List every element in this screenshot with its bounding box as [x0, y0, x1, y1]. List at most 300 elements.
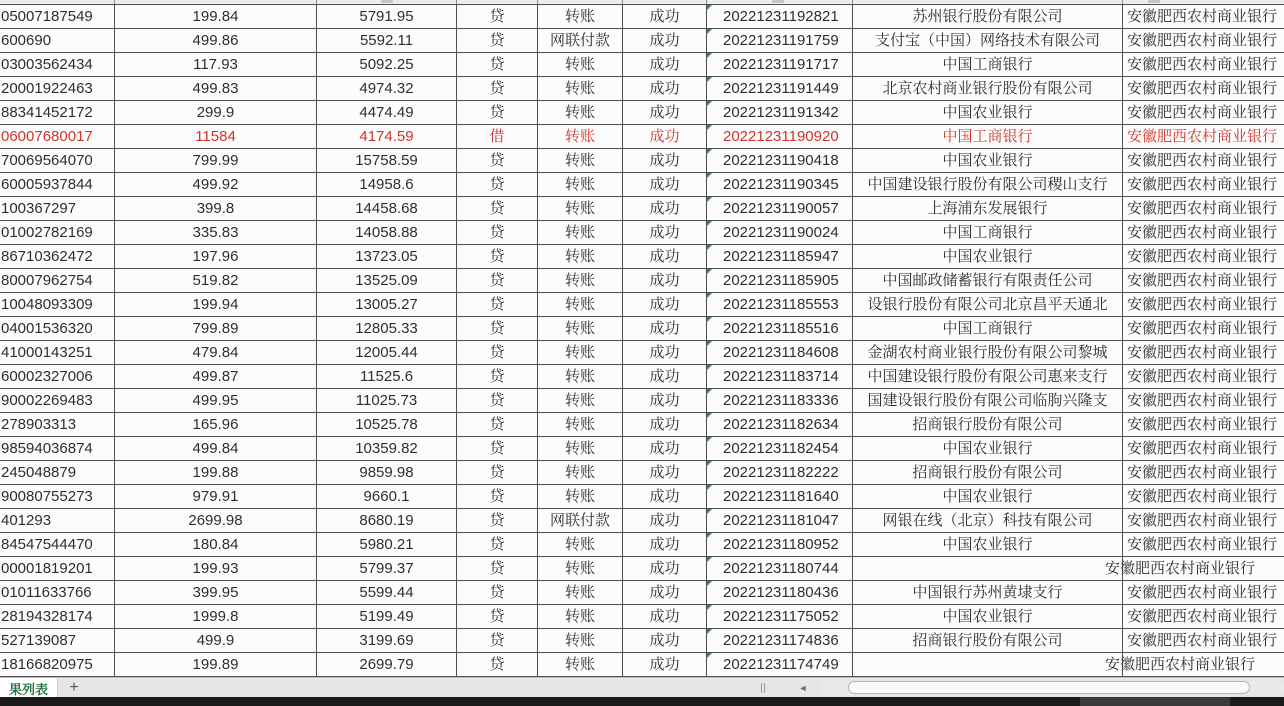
cell-timestamp[interactable]: 20221231174749 [707, 653, 853, 677]
cell-holder-bank[interactable]: 安徽肥西农村商业银行 [1123, 389, 1284, 413]
cell-counterparty-bank[interactable]: 中国邮政储蓄银行有限责任公司 [853, 269, 1123, 293]
cell-amount[interactable]: 979.91 [115, 485, 317, 509]
cell-debit-or-credit[interactable]: 贷 [457, 317, 538, 341]
cell-account-number[interactable]: 00001819201 [0, 557, 115, 581]
cell-balance[interactable]: 15758.59 [317, 149, 457, 173]
cell-account-number[interactable]: 06007680017 [0, 125, 115, 149]
cell-debit-or-credit[interactable]: 贷 [457, 365, 538, 389]
cell-transaction-type[interactable]: 转账 [538, 221, 623, 245]
cell-account-number[interactable]: 401293 [0, 509, 115, 533]
cell-balance[interactable]: 10359.82 [317, 437, 457, 461]
stored-as-text-indicator-icon [707, 437, 712, 442]
cell-status[interactable]: 成功 [623, 437, 707, 461]
cell-transaction-type[interactable]: 转账 [538, 437, 623, 461]
table-row [0, 461, 1284, 485]
cell-amount[interactable]: 335.83 [115, 221, 317, 245]
cell-timestamp[interactable]: 20221231190418 [707, 149, 853, 173]
cell-holder-bank[interactable]: 安徽肥西农村商业银行 [1123, 581, 1284, 605]
cell-amount[interactable]: 519.82 [115, 269, 317, 293]
cell-balance[interactable]: 4474.49 [317, 101, 457, 125]
cell-debit-or-credit[interactable]: 贷 [457, 653, 538, 677]
cell-balance[interactable]: 2699.79 [317, 653, 457, 677]
cell-timestamp[interactable]: 20221231183336 [707, 389, 853, 413]
cell-amount[interactable]: 180.84 [115, 533, 317, 557]
cell-counterparty-bank[interactable]: 中国建设银行股份有限公司惠来支行 [853, 365, 1123, 389]
cell-amount[interactable]: 799.99 [115, 149, 317, 173]
cell-timestamp[interactable]: 20221231181047 [707, 509, 853, 533]
horizontal-scrollbar-track[interactable] [820, 681, 1284, 695]
cell-debit-or-credit[interactable]: 贷 [457, 389, 538, 413]
cell-debit-or-credit[interactable]: 贷 [457, 413, 538, 437]
cell-status[interactable]: 成功 [623, 509, 707, 533]
stored-as-text-indicator-icon [707, 29, 712, 34]
cell-timestamp[interactable]: 20221231185905 [707, 269, 853, 293]
cell-status[interactable]: 成功 [623, 149, 707, 173]
cell-counterparty-bank[interactable]: 中国银行苏州黄埭支行 [853, 581, 1123, 605]
cell-debit-or-credit[interactable]: 贷 [457, 245, 538, 269]
cell-holder-bank[interactable]: 安徽肥西农村商业银行 [1123, 629, 1284, 653]
cell-timestamp[interactable]: 20221231185516 [707, 317, 853, 341]
cell-holder-bank[interactable]: 安徽肥西农村商业银行 [1123, 557, 1284, 581]
table-row [0, 173, 1284, 197]
table-row [0, 53, 1284, 77]
table-row [0, 653, 1284, 677]
cell-debit-or-credit[interactable]: 贷 [457, 293, 538, 317]
cell-timestamp[interactable]: 20221231191759 [707, 29, 853, 53]
cell-account-number[interactable]: 70069564070 [0, 149, 115, 173]
cell-status[interactable]: 成功 [623, 53, 707, 77]
cell-amount[interactable]: 199.84 [115, 5, 317, 29]
tab-scroll-splitter-handle[interactable] [761, 683, 769, 693]
cell-holder-bank[interactable]: 安徽肥西农村商业银行 [1123, 365, 1284, 389]
cell-balance[interactable]: 11525.6 [317, 365, 457, 389]
cell-transaction-type[interactable]: 转账 [538, 293, 623, 317]
cell-account-number[interactable]: 600690 [0, 29, 115, 53]
cell-balance[interactable]: 14958.6 [317, 173, 457, 197]
plus-icon: + [69, 679, 79, 696]
cell-debit-or-credit[interactable]: 贷 [457, 77, 538, 101]
stored-as-text-indicator-icon [707, 293, 712, 298]
cell-status[interactable]: 成功 [623, 173, 707, 197]
cell-balance[interactable]: 5791.95 [317, 5, 457, 29]
cell-balance[interactable]: 14058.88 [317, 221, 457, 245]
clipped-cell [457, 0, 538, 4]
cell-timestamp[interactable]: 20221231180744 [707, 557, 853, 581]
cell-counterparty-bank[interactable]: 招商银行股份有限公司 [853, 461, 1123, 485]
cell-counterparty-bank[interactable] [853, 557, 1123, 581]
cell-status[interactable]: 成功 [623, 365, 707, 389]
stored-as-text-indicator-icon [707, 653, 712, 658]
cell-transaction-type[interactable]: 转账 [538, 197, 623, 221]
cell-holder-bank[interactable]: 安徽肥西农村商业银行 [1123, 605, 1284, 629]
cell-balance[interactable]: 9660.1 [317, 485, 457, 509]
cell-account-number[interactable]: 60005937844 [0, 173, 115, 197]
cell-account-number[interactable]: 84547544470 [0, 533, 115, 557]
cell-counterparty-bank[interactable]: 支付宝（中国）网络技术有限公司 [853, 29, 1123, 53]
cell-account-number[interactable]: 100367297 [0, 197, 115, 221]
stored-as-text-indicator-icon [707, 461, 712, 466]
cell-counterparty-bank[interactable]: 中国工商银行 [853, 221, 1123, 245]
cell-transaction-type[interactable]: 转账 [538, 317, 623, 341]
cell-counterparty-bank[interactable]: 中国农业银行 [853, 533, 1123, 557]
cell-timestamp[interactable]: 20221231182634 [707, 413, 853, 437]
cell-holder-bank[interactable]: 安徽肥西农村商业银行 [1123, 173, 1284, 197]
cell-balance[interactable]: 5092.25 [317, 53, 457, 77]
cell-timestamp[interactable]: 20221231191449 [707, 77, 853, 101]
cell-holder-bank[interactable]: 安徽肥西农村商业银行 [1123, 29, 1284, 53]
cell-status[interactable]: 成功 [623, 389, 707, 413]
stored-as-text-indicator-icon [707, 629, 712, 634]
cell-timestamp[interactable]: 20221231185553 [707, 293, 853, 317]
cell-status[interactable]: 成功 [623, 605, 707, 629]
cell-status[interactable]: 成功 [623, 485, 707, 509]
cell-counterparty-bank[interactable] [853, 653, 1123, 677]
table-row [0, 245, 1284, 269]
add-sheet-button[interactable] [62, 678, 86, 698]
cell-amount[interactable]: 199.88 [115, 461, 317, 485]
cell-holder-bank[interactable]: 安徽肥西农村商业银行 [1123, 461, 1284, 485]
cell-status[interactable]: 成功 [623, 629, 707, 653]
cell-amount[interactable]: 499.84 [115, 437, 317, 461]
cell-counterparty-bank[interactable]: 国建设银行股份有限公司临朐兴隆支 [853, 389, 1123, 413]
cell-timestamp[interactable]: 20221231185947 [707, 245, 853, 269]
cell-amount[interactable]: 399.8 [115, 197, 317, 221]
cell-balance[interactable]: 11025.73 [317, 389, 457, 413]
cell-account-number[interactable]: 90080755273 [0, 485, 115, 509]
cell-status[interactable]: 成功 [623, 221, 707, 245]
cell-amount[interactable]: 11584 [115, 125, 317, 149]
cell-counterparty-bank[interactable]: 苏州银行股份有限公司 [853, 5, 1123, 29]
cell-debit-or-credit[interactable]: 贷 [457, 197, 538, 221]
cell-account-number[interactable]: 278903313 [0, 413, 115, 437]
stored-as-text-indicator-icon [707, 389, 712, 394]
cell-account-number[interactable]: 41000143251 [0, 341, 115, 365]
cell-amount[interactable]: 299.9 [115, 101, 317, 125]
cell-amount[interactable]: 165.96 [115, 413, 317, 437]
cell-debit-or-credit[interactable]: 贷 [457, 581, 538, 605]
table-row [0, 197, 1284, 221]
cell-amount[interactable]: 479.84 [115, 341, 317, 365]
cell-balance[interactable]: 8680.19 [317, 509, 457, 533]
cell-debit-or-credit[interactable]: 贷 [457, 629, 538, 653]
cell-counterparty-bank[interactable]: 中国农业银行 [853, 101, 1123, 125]
cell-transaction-type[interactable]: 转账 [538, 269, 623, 293]
table-row [0, 485, 1284, 509]
table-row [0, 269, 1284, 293]
cell-debit-or-credit[interactable]: 贷 [457, 221, 538, 245]
cell-debit-or-credit[interactable]: 贷 [457, 29, 538, 53]
cell-status[interactable]: 成功 [623, 413, 707, 437]
cell-balance[interactable]: 5799.37 [317, 557, 457, 581]
cell-balance[interactable]: 12805.33 [317, 317, 457, 341]
clipped-cell [115, 0, 317, 4]
cell-counterparty-bank[interactable]: 中国工商银行 [853, 53, 1123, 77]
cell-transaction-type[interactable]: 转账 [538, 245, 623, 269]
cell-timestamp[interactable]: 20221231175052 [707, 605, 853, 629]
cell-timestamp[interactable]: 20221231181640 [707, 485, 853, 509]
cell-debit-or-credit[interactable]: 贷 [457, 461, 538, 485]
cell-status[interactable]: 成功 [623, 581, 707, 605]
cell-status[interactable]: 成功 [623, 557, 707, 581]
table-row [0, 221, 1284, 245]
desktop-background-detail [1080, 697, 1230, 706]
cell-account-number[interactable]: 01002782169 [0, 221, 115, 245]
cell-debit-or-credit[interactable]: 贷 [457, 605, 538, 629]
cell-holder-bank[interactable]: 安徽肥西农村商业银行 [1123, 437, 1284, 461]
cell-timestamp[interactable]: 20221231190345 [707, 173, 853, 197]
cell-holder-bank[interactable]: 安徽肥西农村商业银行 [1123, 53, 1284, 77]
clipped-cell [538, 0, 623, 4]
cell-holder-bank[interactable]: 安徽肥西农村商业银行 [1123, 533, 1284, 557]
cell-counterparty-bank[interactable]: 上海浦东发展银行 [853, 197, 1123, 221]
table-row [0, 149, 1284, 173]
cell-timestamp[interactable]: 20221231184608 [707, 341, 853, 365]
cell-counterparty-bank[interactable]: 中国农业银行 [853, 245, 1123, 269]
cell-counterparty-bank[interactable]: 中国农业银行 [853, 149, 1123, 173]
cell-holder-bank[interactable]: 安徽肥西农村商业银行 [1123, 221, 1284, 245]
cell-balance[interactable]: 14458.68 [317, 197, 457, 221]
cell-transaction-type[interactable]: 转账 [538, 5, 623, 29]
cell-holder-bank[interactable]: 安徽肥西农村商业银行 [1123, 101, 1284, 125]
cell-account-number[interactable]: 05007187549 [0, 5, 115, 29]
cell-transaction-type[interactable]: 转账 [538, 101, 623, 125]
table-row [0, 125, 1284, 149]
cell-debit-or-credit[interactable]: 贷 [457, 53, 538, 77]
stored-as-text-indicator-icon [707, 197, 712, 202]
cell-status[interactable]: 成功 [623, 317, 707, 341]
cell-debit-or-credit[interactable]: 贷 [457, 5, 538, 29]
cell-account-number[interactable]: 01011633766 [0, 581, 115, 605]
cell-counterparty-bank[interactable]: 北京农村商业银行股份有限公司 [853, 77, 1123, 101]
cell-account-number[interactable]: 03003562434 [0, 53, 115, 77]
cell-status[interactable]: 成功 [623, 533, 707, 557]
cell-transaction-type[interactable]: 网联付款 [538, 29, 623, 53]
cell-counterparty-bank[interactable]: 中国工商银行 [853, 317, 1123, 341]
cell-holder-bank[interactable]: 安徽肥西农村商业银行 [1123, 317, 1284, 341]
stored-as-text-indicator-icon [707, 485, 712, 490]
cell-transaction-type[interactable]: 转账 [538, 485, 623, 509]
cell-debit-or-credit[interactable]: 贷 [457, 101, 538, 125]
cell-amount[interactable]: 499.92 [115, 173, 317, 197]
cell-status[interactable]: 成功 [623, 341, 707, 365]
cell-status[interactable]: 成功 [623, 77, 707, 101]
cell-amount[interactable]: 199.93 [115, 557, 317, 581]
cell-status[interactable]: 成功 [623, 101, 707, 125]
header-remnant-mark [1148, 0, 1160, 3]
sheet-tab-label: 果列表 [8, 681, 48, 697]
cell-holder-bank[interactable]: 安徽肥西农村商业银行 [1123, 149, 1284, 173]
cell-account-number[interactable]: 98594036874 [0, 437, 115, 461]
cell-status[interactable]: 成功 [623, 29, 707, 53]
cell-balance[interactable]: 13723.05 [317, 245, 457, 269]
cell-holder-bank[interactable]: 安徽肥西农村商业银行 [1123, 5, 1284, 29]
horizontal-scrollbar-thumb[interactable] [848, 681, 1250, 694]
cell-timestamp[interactable]: 20221231180436 [707, 581, 853, 605]
cell-amount[interactable]: 199.94 [115, 293, 317, 317]
cell-timestamp[interactable]: 20221231192821 [707, 5, 853, 29]
cell-holder-bank[interactable]: 安徽肥西农村商业银行 [1123, 413, 1284, 437]
cell-balance[interactable]: 13525.09 [317, 269, 457, 293]
cell-timestamp[interactable]: 20221231190057 [707, 197, 853, 221]
cell-timestamp[interactable]: 20221231190920 [707, 125, 853, 149]
cell-transaction-type[interactable]: 转账 [538, 533, 623, 557]
cell-timestamp[interactable]: 20221231183714 [707, 365, 853, 389]
clipped-cell [853, 0, 1123, 4]
cell-account-number[interactable]: 18166820975 [0, 653, 115, 677]
cell-account-number[interactable]: 86710362472 [0, 245, 115, 269]
cell-status[interactable]: 成功 [623, 461, 707, 485]
stored-as-text-indicator-icon [707, 341, 712, 346]
cell-balance[interactable]: 3199.69 [317, 629, 457, 653]
cell-amount[interactable]: 117.93 [115, 53, 317, 77]
cell-amount[interactable]: 199.89 [115, 653, 317, 677]
cell-balance[interactable]: 5199.49 [317, 605, 457, 629]
cell-amount[interactable]: 499.95 [115, 389, 317, 413]
table-row [0, 533, 1284, 557]
cell-counterparty-bank[interactable]: 中国建设银行股份有限公司稷山支行 [853, 173, 1123, 197]
scroll-left-arrow-icon[interactable]: ◄ [798, 683, 808, 693]
cell-amount[interactable]: 499.87 [115, 365, 317, 389]
cell-status[interactable]: 成功 [623, 269, 707, 293]
cell-debit-or-credit[interactable]: 贷 [457, 341, 538, 365]
cell-amount[interactable]: 499.9 [115, 629, 317, 653]
stored-as-text-indicator-icon [707, 581, 712, 586]
cell-transaction-type[interactable]: 转账 [538, 173, 623, 197]
cell-amount[interactable]: 399.95 [115, 581, 317, 605]
cell-status[interactable]: 成功 [623, 197, 707, 221]
cell-account-number[interactable]: 80007962754 [0, 269, 115, 293]
cell-amount[interactable]: 499.86 [115, 29, 317, 53]
cell-balance[interactable]: 9859.98 [317, 461, 457, 485]
cell-status[interactable]: 成功 [623, 5, 707, 29]
cell-debit-or-credit[interactable]: 贷 [457, 557, 538, 581]
cell-timestamp[interactable]: 20221231174836 [707, 629, 853, 653]
stored-as-text-indicator-icon [707, 557, 712, 562]
cell-counterparty-bank[interactable]: 金湖农村商业银行股份有限公司黎城 [853, 341, 1123, 365]
cell-account-number[interactable]: 28194328174 [0, 605, 115, 629]
stored-as-text-indicator-icon [707, 245, 712, 250]
cell-holder-bank[interactable]: 安徽肥西农村商业银行 [1123, 197, 1284, 221]
cell-transaction-type[interactable]: 转账 [538, 149, 623, 173]
cell-holder-bank[interactable]: 安徽肥西农村商业银行 [1123, 341, 1284, 365]
cell-debit-or-credit[interactable]: 贷 [457, 149, 538, 173]
cell-counterparty-bank[interactable]: 中国农业银行 [853, 437, 1123, 461]
cell-timestamp[interactable]: 20221231191342 [707, 101, 853, 125]
cell-amount[interactable]: 197.96 [115, 245, 317, 269]
cell-debit-or-credit[interactable]: 借 [457, 125, 538, 149]
cell-holder-bank[interactable]: 安徽肥西农村商业银行 [1123, 269, 1284, 293]
cell-balance[interactable]: 5592.11 [317, 29, 457, 53]
cell-account-number[interactable]: 04001536320 [0, 317, 115, 341]
cell-holder-bank[interactable]: 安徽肥西农村商业银行 [1123, 125, 1284, 149]
cell-transaction-type[interactable]: 转账 [538, 389, 623, 413]
cell-balance[interactable]: 4974.32 [317, 77, 457, 101]
cell-transaction-type[interactable]: 网联付款 [538, 509, 623, 533]
cell-transaction-type[interactable]: 转账 [538, 365, 623, 389]
cell-balance[interactable]: 5980.21 [317, 533, 457, 557]
cell-holder-bank[interactable]: 安徽肥西农村商业银行 [1123, 245, 1284, 269]
cell-transaction-type[interactable]: 转账 [538, 77, 623, 101]
cell-status[interactable]: 成功 [623, 245, 707, 269]
cell-debit-or-credit[interactable]: 贷 [457, 437, 538, 461]
cell-transaction-type[interactable]: 转账 [538, 125, 623, 149]
cell-debit-or-credit[interactable]: 贷 [457, 485, 538, 509]
cell-amount[interactable]: 2699.98 [115, 509, 317, 533]
cell-counterparty-bank[interactable]: 招商银行股份有限公司 [853, 413, 1123, 437]
cell-balance[interactable]: 13005.27 [317, 293, 457, 317]
cell-amount[interactable]: 499.83 [115, 77, 317, 101]
stored-as-text-indicator-icon [707, 605, 712, 610]
cell-timestamp[interactable]: 20221231191717 [707, 53, 853, 77]
cell-holder-bank[interactable]: 安徽肥西农村商业银行 [1123, 653, 1284, 677]
table-row [0, 365, 1284, 389]
cell-timestamp[interactable]: 20221231182454 [707, 437, 853, 461]
cell-counterparty-bank[interactable]: 设银行股份有限公司北京昌平天通北 [853, 293, 1123, 317]
cell-status[interactable]: 成功 [623, 653, 707, 677]
cell-transaction-type[interactable]: 转账 [538, 461, 623, 485]
cell-status[interactable]: 成功 [623, 293, 707, 317]
cell-counterparty-bank[interactable]: 招商银行股份有限公司 [853, 629, 1123, 653]
cell-timestamp[interactable]: 20221231190024 [707, 221, 853, 245]
stored-as-text-indicator-icon [707, 533, 712, 538]
cell-holder-bank[interactable]: 安徽肥西农村商业银行 [1123, 293, 1284, 317]
cell-transaction-type[interactable]: 转账 [538, 605, 623, 629]
cell-balance[interactable]: 5599.44 [317, 581, 457, 605]
cell-timestamp[interactable]: 20221231180952 [707, 533, 853, 557]
cell-account-number[interactable]: 527139087 [0, 629, 115, 653]
cell-account-number[interactable]: 10048093309 [0, 293, 115, 317]
cell-account-number[interactable]: 20001922463 [0, 77, 115, 101]
sheet-tab-active[interactable] [0, 678, 58, 698]
cell-holder-bank[interactable]: 安徽肥西农村商业银行 [1123, 77, 1284, 101]
cell-account-number[interactable]: 60002327006 [0, 365, 115, 389]
cell-debit-or-credit[interactable]: 贷 [457, 269, 538, 293]
cell-debit-or-credit[interactable]: 贷 [457, 509, 538, 533]
cell-holder-bank[interactable]: 安徽肥西农村商业银行 [1123, 509, 1284, 533]
table-row [0, 437, 1284, 461]
cell-account-number[interactable]: 88341452172 [0, 101, 115, 125]
cell-debit-or-credit[interactable]: 贷 [457, 173, 538, 197]
cell-amount[interactable]: 1999.8 [115, 605, 317, 629]
cell-transaction-type[interactable]: 转账 [538, 413, 623, 437]
cell-transaction-type[interactable]: 转账 [538, 581, 623, 605]
cell-timestamp[interactable]: 20221231182222 [707, 461, 853, 485]
cell-counterparty-bank[interactable]: 中国农业银行 [853, 485, 1123, 509]
cell-balance[interactable]: 12005.44 [317, 341, 457, 365]
cell-amount[interactable]: 799.89 [115, 317, 317, 341]
cell-holder-bank[interactable]: 安徽肥西农村商业银行 [1123, 485, 1284, 509]
cell-transaction-type[interactable]: 转账 [538, 629, 623, 653]
table-row [0, 629, 1284, 653]
cell-transaction-type[interactable]: 转账 [538, 53, 623, 77]
cell-account-number[interactable]: 90002269483 [0, 389, 115, 413]
table-row [0, 317, 1284, 341]
table-row [0, 5, 1284, 29]
cell-balance[interactable]: 10525.78 [317, 413, 457, 437]
table-row [0, 413, 1284, 437]
cell-counterparty-bank[interactable]: 中国工商银行 [853, 125, 1123, 149]
cell-balance[interactable]: 4174.59 [317, 125, 457, 149]
cell-transaction-type[interactable]: 转账 [538, 557, 623, 581]
cell-account-number[interactable]: 245048879 [0, 461, 115, 485]
cell-transaction-type[interactable]: 转账 [538, 653, 623, 677]
stored-as-text-indicator-icon [707, 365, 712, 370]
cell-status[interactable]: 成功 [623, 125, 707, 149]
cell-counterparty-bank[interactable]: 中国农业银行 [853, 605, 1123, 629]
cell-debit-or-credit[interactable]: 贷 [457, 533, 538, 557]
cell-transaction-type[interactable]: 转账 [538, 341, 623, 365]
cell-counterparty-bank[interactable]: 网银在线（北京）科技有限公司 [853, 509, 1123, 533]
